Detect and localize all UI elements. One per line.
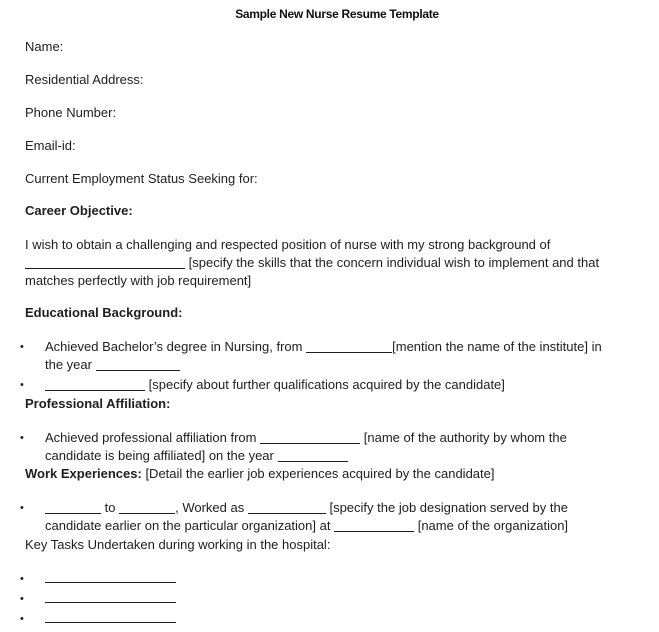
work-heading: Work Experiences: bbox=[25, 466, 142, 481]
end-date-blank bbox=[119, 500, 175, 514]
affiliation-year: candidate is being affiliated] on the year bbox=[45, 448, 274, 463]
to-text: to bbox=[104, 500, 116, 515]
start-date-blank bbox=[45, 500, 101, 514]
education-bullet-1: • bbox=[20, 341, 24, 353]
work-heading-line bbox=[25, 466, 494, 481]
education-item-1 bbox=[45, 338, 645, 374]
organization-note: [name of the organization] bbox=[417, 518, 569, 533]
career-objective-end: [specify the skills that the concern individual wish to implement and that matches perfectly with job requirement] bbox=[25, 255, 600, 288]
designation-note: [specify the job designation served by the bbox=[329, 500, 568, 515]
authority-blank bbox=[260, 430, 360, 444]
task-2-line bbox=[45, 589, 176, 603]
skills-blank bbox=[25, 255, 185, 269]
organization-blank bbox=[334, 518, 414, 532]
education-item-2-text: [specify about further qualifications acquired by the candidate] bbox=[148, 377, 505, 392]
field-email: Email-id: bbox=[25, 138, 76, 153]
task-blank-3 bbox=[45, 608, 645, 626]
affiliation-bullet-1: • bbox=[20, 432, 24, 444]
qualification-blank bbox=[45, 377, 145, 391]
field-phone: Phone Number: bbox=[25, 105, 117, 120]
organization-text: candidate earlier on the particular organization] at bbox=[45, 518, 331, 533]
field-address: Residential Address: bbox=[25, 72, 144, 87]
task-bullet-2: • bbox=[20, 593, 24, 605]
career-objective-start: I wish to obtain a challenging and respected position of nurse with my strong background of bbox=[25, 237, 551, 252]
education-item-2 bbox=[45, 376, 645, 394]
task-bullet-3: • bbox=[20, 613, 24, 625]
task-blank-2 bbox=[45, 588, 645, 606]
institute-blank bbox=[306, 339, 392, 353]
career-objective-text bbox=[25, 236, 635, 290]
career-objective-heading: Career Objective: bbox=[25, 203, 133, 218]
affiliation-text: Achieved professional affiliation from bbox=[45, 430, 257, 445]
work-bullet-1: • bbox=[20, 502, 24, 514]
key-tasks-heading: Key Tasks Undertaken during working in the hospital: bbox=[25, 537, 331, 552]
education-bullet-2: • bbox=[20, 379, 24, 391]
task-bullet-1: • bbox=[20, 573, 24, 585]
worked-as-text: , Worked as bbox=[175, 500, 245, 515]
education-item-1-note: [mention the name of the institute] in bbox=[392, 339, 602, 354]
field-employment-status: Current Employment Status Seeking for: bbox=[25, 171, 258, 186]
designation-blank bbox=[248, 500, 326, 514]
task-1-line bbox=[45, 569, 176, 583]
affiliation-item-1 bbox=[45, 429, 645, 465]
work-item-1 bbox=[45, 499, 645, 535]
year-blank bbox=[96, 357, 180, 371]
affiliation-heading: Professional Affiliation: bbox=[25, 396, 171, 411]
education-heading: Educational Background: bbox=[25, 305, 183, 320]
education-item-1-text: Achieved Bachelor’s degree in Nursing, from bbox=[45, 339, 303, 354]
field-name: Name: bbox=[25, 39, 64, 54]
task-3-line bbox=[45, 609, 176, 623]
education-item-1-year: the year bbox=[45, 357, 92, 372]
affiliation-year-blank bbox=[278, 448, 348, 462]
affiliation-note: [name of the authority by whom the bbox=[363, 430, 567, 445]
work-heading-note: [Detail the earlier job experiences acquired by the candidate] bbox=[145, 466, 495, 481]
document-title: Sample New Nurse Resume Template bbox=[235, 7, 439, 21]
task-blank-1 bbox=[45, 568, 645, 586]
